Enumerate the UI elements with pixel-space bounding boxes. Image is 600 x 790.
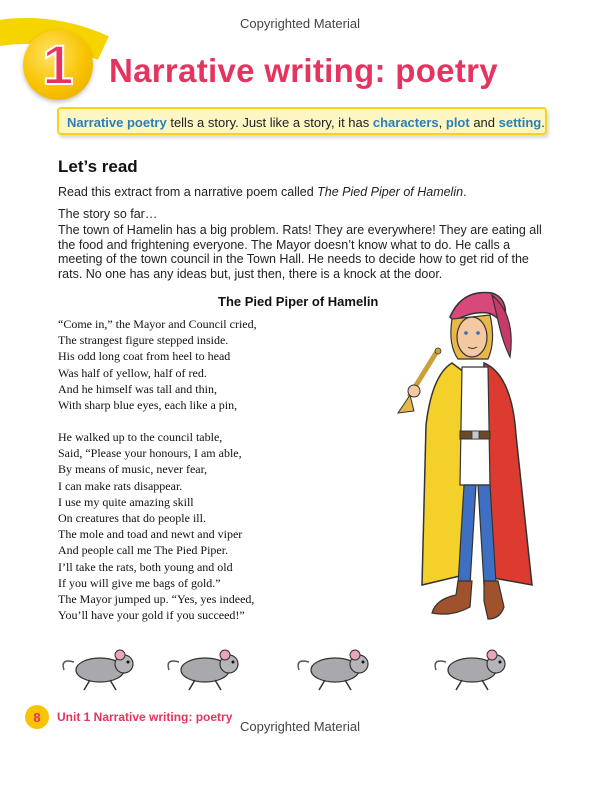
intro-sep2: and <box>469 115 499 130</box>
rat-illustration <box>435 650 505 690</box>
poem-line: “Come in,” the Mayor and Council cried, <box>58 317 257 331</box>
rats-illustration <box>60 640 530 695</box>
rat-illustration <box>63 650 133 690</box>
poem-line: And people call me The Pied Piper. <box>58 543 229 558</box>
instruction-text: Read this extract from a narrative poem called <box>58 185 318 199</box>
watermark-bottom: Copyrighted Material <box>240 719 360 734</box>
poem-line: You’ll have your gold if you succeed!” <box>58 608 245 623</box>
poem-line: He walked up to the council table, <box>58 430 223 444</box>
instruction-poem-title: The Pied Piper of Hamelin <box>317 185 464 199</box>
poem-line: The mole and toad and newt and viper <box>58 527 243 542</box>
poem-line: I use my quite amazing skill <box>58 494 194 509</box>
watermark-top: Copyrighted Material <box>240 16 360 31</box>
reading-instruction <box>58 185 550 200</box>
rat-illustration <box>298 650 368 690</box>
poem-stanza-2 <box>58 429 318 623</box>
keyword-setting: setting <box>498 115 542 130</box>
story-so-far: The story so far… <box>58 207 158 221</box>
poem-line: His odd long coat from heel to head <box>58 349 231 364</box>
poem-line: By means of music, never fear, <box>58 462 208 477</box>
intro-term: Narrative poetry <box>67 115 167 130</box>
story-summary: The town of Hamelin has a big problem. Rats! They are everywhere! They are eating all the food and frightening everyone. The Mayor doesn’t know what to do. He calls a meeting of the town council in the Town Hall. He needs to decide how to get rid of the rats. No one has any ideas but, just then, there is a knock at the door. <box>58 223 542 281</box>
unit-number: 1 <box>42 33 74 96</box>
intro-sep1: , <box>438 115 446 130</box>
poem-line: And he himself was tall and thin, <box>58 381 217 396</box>
pied-piper-illustration <box>392 285 542 630</box>
instruction-end: . <box>463 185 467 199</box>
poem-line: I’ll take the rats, both young and old <box>58 559 233 574</box>
section-heading: Let’s read <box>58 157 138 176</box>
poem-line: The strangest figure stepped inside. <box>58 333 229 348</box>
poem-stanza-1 <box>58 316 318 413</box>
poem-line: If you will give me bags of gold.” <box>58 575 221 590</box>
footer-label: Unit 1 Narrative writing: poetry <box>57 710 233 724</box>
intro-end: . <box>541 115 545 130</box>
intro-box <box>57 107 547 135</box>
keyword-plot: plot <box>445 115 470 130</box>
poem-line: Was half of yellow, half of red. <box>58 365 207 380</box>
page-title: Narrative writing: poetry <box>109 52 498 89</box>
rat-illustration <box>168 650 238 690</box>
poem-line: With sharp blue eyes, each like a pin, <box>58 398 238 413</box>
poem-line: On creatures that do people ill. <box>58 511 206 526</box>
poem-line: Said, “Please your honours, I am able, <box>58 446 242 461</box>
intro-text: tells a story. Just like a story, it has <box>166 115 373 130</box>
page-number: 8 <box>25 705 49 729</box>
poem-line: I can make rats disappear. <box>58 478 183 493</box>
keyword-characters: characters <box>372 115 439 130</box>
unit-number-badge <box>23 30 93 100</box>
poem-title: The Pied Piper of Hamelin <box>218 294 379 309</box>
poem-line: The Mayor jumped up. “Yes, yes indeed, <box>58 592 255 607</box>
